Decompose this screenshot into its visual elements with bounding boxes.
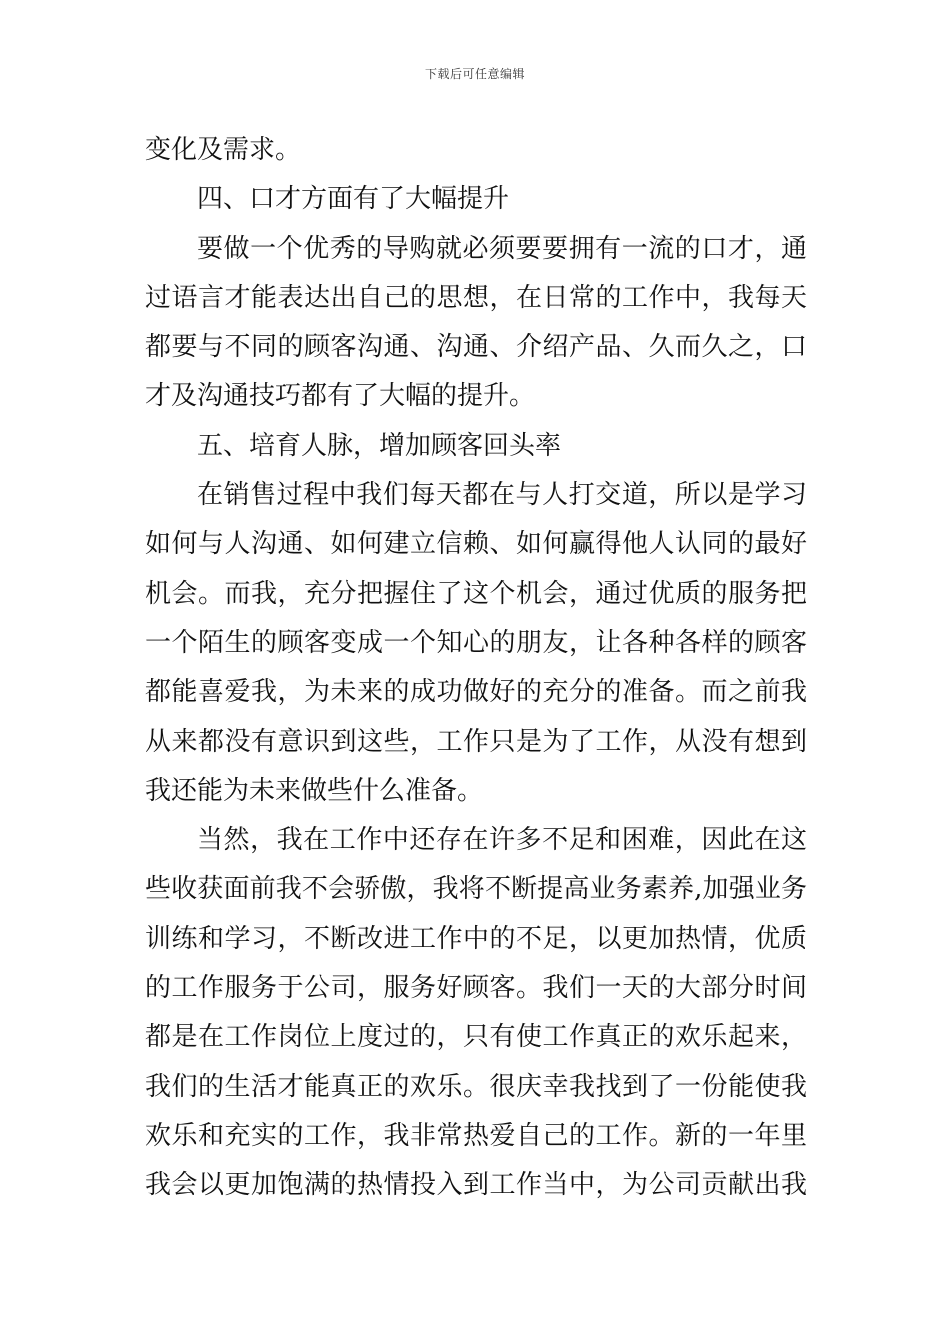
text-line: 我会以更加饱满的热情投入到工作当中，为公司贡献出我 [145,1170,807,1201]
text-line: 些收获面前我不会骄傲，我将不断提高业务素养,加强业务 [145,874,807,905]
text-line: 从来都没有意识到这些，工作只是为了工作，从没有想到 [145,726,807,757]
text-line: 当然，我在工作中还存在许多不足和困难，因此在这 [197,825,807,856]
section-heading-4: 四、口才方面有了大幅提升 [197,184,510,215]
text-line: 要做一个优秀的导购就必须要要拥有一流的口才，通 [197,233,807,264]
text-line: 机会。而我，充分把握住了这个机会，通过优质的服务把 [145,578,807,609]
text-line: 都要与不同的顾客沟通、沟通、介绍产品、久而久之，口 [145,332,807,363]
text-line: 训练和学习，不断改进工作中的不足，以更加热情，优质 [145,923,807,954]
text-line: 我还能为未来做些什么准备。 [145,775,484,806]
text-line: 如何与人沟通、如何建立信赖、如何赢得他人认同的最好 [145,529,807,560]
text-line: 才及沟通技巧都有了大幅的提升。 [145,381,536,412]
text-line: 过语言才能表达出自己的思想，在日常的工作中，我每天 [145,282,807,313]
text-line: 都能喜爱我，为未来的成功做好的充分的准备。而之前我 [145,677,807,708]
text-line: 在销售过程中我们每天都在与人打交道，所以是学习 [197,480,807,511]
text-line: 的工作服务于公司，服务好顾客。我们一天的大部分时间 [145,973,807,1004]
section-heading-5: 五、培育人脉，增加顾客回头率 [197,430,562,461]
document-body [145,126,807,1211]
text-line: 变化及需求。 [145,135,302,165]
page-header-note: 下载后可任意编辑 [424,67,525,81]
text-line: 都是在工作岗位上度过的，只有使工作真正的欢乐起来， [145,1022,807,1053]
text-line: 欢乐和充实的工作，我非常热爱自己的工作。新的一年里 [145,1120,807,1151]
text-line: 我们的生活才能真正的欢乐。很庆幸我找到了一份能使我 [145,1071,807,1102]
text-line: 一个陌生的顾客变成一个知心的朋友，让各种各样的顾客 [145,627,807,658]
